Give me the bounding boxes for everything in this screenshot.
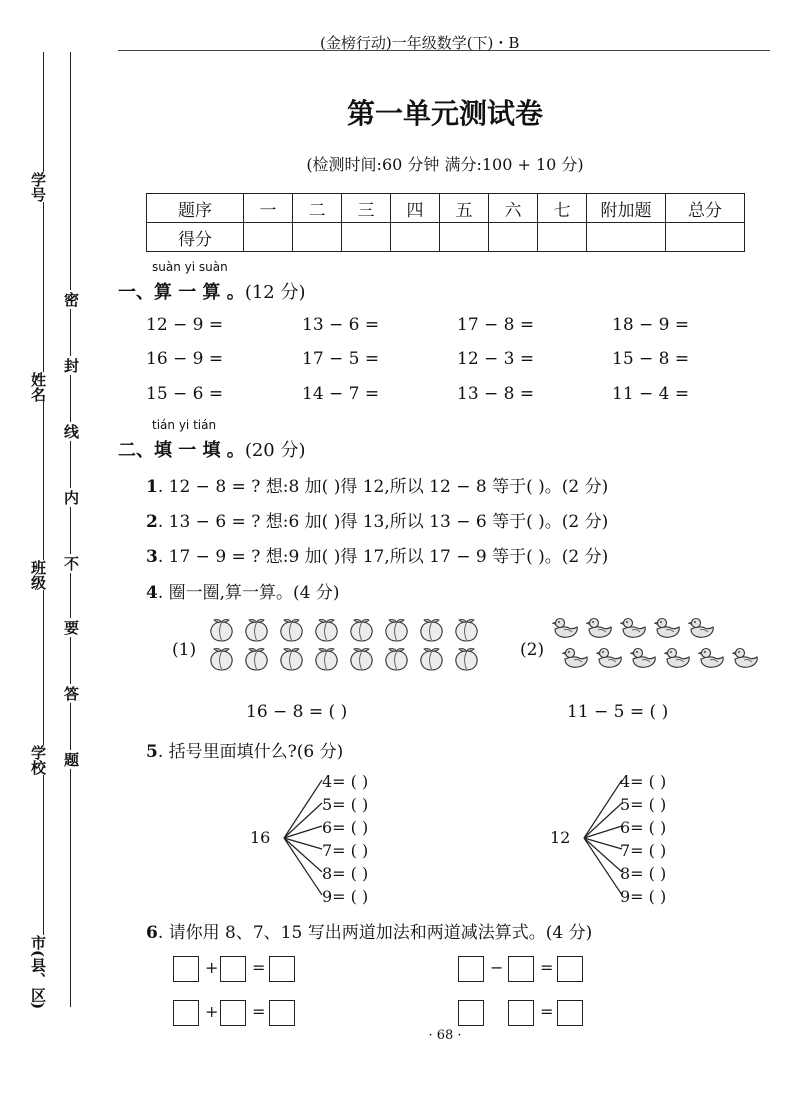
equation: 12 − 3 = [457,349,535,369]
peach-icon [383,618,410,643]
peach-icon [208,647,235,672]
seal-char: 要 [62,620,80,635]
section2-pinyin: tián yi tián [152,418,217,432]
score-cell[interactable] [342,223,391,252]
section1-pinyin: suàn yi suàn [152,260,228,274]
equals-sign: = [540,1002,554,1021]
field-label-class: 班级 [29,560,47,590]
minus-sign: − [490,958,504,977]
score-cell[interactable] [538,223,587,252]
peach-group [208,618,480,672]
answer-box[interactable] [508,1000,534,1026]
seal-char: 不 [62,556,80,571]
q5-right-branch: 4= ( ) [620,772,667,791]
score-table-header-cell: 五 [440,194,489,223]
score-table-header-cell: 总分 [666,194,745,223]
seal-char: 内 [62,490,80,505]
equation: 11 − 4 = [612,384,690,404]
q4-part1-label: (1) [172,640,197,660]
q5-left-branch: 7= ( ) [322,841,369,860]
field-label-school: 学校 [29,745,47,775]
equation: 14 − 7 = [302,384,380,404]
peach-icon [418,618,445,643]
page-number: · 68 · [428,1028,462,1043]
score-table [146,193,745,252]
peach-icon [313,618,340,643]
question-text: . 圈一圈,算一算。(4 分) [157,583,340,603]
equation: 18 − 9 = [612,315,690,335]
q5-right-branch: 6= ( ) [620,818,667,837]
peach-icon [278,647,305,672]
question-3 [146,542,608,567]
section1-heading [118,278,305,304]
peach-icon [313,647,340,672]
peach-icon [208,618,235,643]
seal-char: 密 [62,292,80,307]
seal-char: 线 [62,424,80,439]
score-cell[interactable] [293,223,342,252]
score-table-header-cell: 二 [293,194,342,223]
q5-left-branch: 9= ( ) [322,887,369,906]
q5-left-root: 16 [250,828,271,847]
score-table-header-cell: 附加题 [587,194,666,223]
question-number: 4 [146,583,158,603]
q5-right-branch: 8= ( ) [620,864,667,883]
question-1 [146,472,608,497]
score-cell[interactable] [489,223,538,252]
score-table-header-cell: 题序 [147,194,244,223]
score-table-header-cell: 七 [538,194,587,223]
plus-sign: + [205,958,219,977]
score-cell[interactable] [391,223,440,252]
peach-icon [243,647,270,672]
score-table-header-cell: 四 [391,194,440,223]
duck-icon [654,616,682,640]
peach-icon [243,618,270,643]
question-text: . 13 − 6 = ? 想:6 加( )得 13,所以 13 − 6 等于( )。(2 分) [157,512,609,532]
question-text: . 12 − 8 = ? 想:8 加( )得 12,所以 12 − 8 等于( )。(2 分) [157,477,609,497]
question-text: . 17 − 9 = ? 想:9 加( )得 17,所以 17 − 9 等于( )。(2 分) [157,547,609,567]
q4-equation-1: 16 − 8 = ( ) [246,702,348,722]
score-table-header-cell: 一 [244,194,293,223]
equals-sign: = [540,958,554,977]
question-number: 3 [146,547,158,567]
seal-char: 答 [62,686,80,701]
answer-box[interactable] [220,956,246,982]
field-label-district: 市(县、区) [29,935,47,1010]
equation: 15 − 6 = [146,384,224,404]
peach-icon [418,647,445,672]
score-cell[interactable] [244,223,293,252]
seal-char: 题 [62,752,80,767]
q4-equation-2: 11 − 5 = ( ) [567,702,669,722]
equation: 17 − 5 = [302,349,380,369]
page-title: 第一单元测试卷 [346,97,543,130]
section2-points: (20 分) [244,440,306,461]
equals-sign: = [252,958,266,977]
score-table-row-label: 得分 [147,223,244,252]
question-text: . 括号里面填什么?(6 分) [157,742,344,762]
q4-part2-label: (2) [520,640,545,660]
header-rule [118,50,770,51]
duck-icon [688,616,716,640]
binding-line-right [70,52,71,1007]
section2-title: 二、填 一 填 。 [118,440,245,461]
q5-right-root: 12 [550,828,571,847]
question-number: 2 [146,512,158,532]
equation: 15 − 8 = [612,349,690,369]
plus-sign: + [205,1002,219,1021]
duck-icon [698,646,726,670]
equation: 13 − 8 = [457,384,535,404]
equation: 13 − 6 = [302,315,380,335]
score-cell[interactable] [440,223,489,252]
running-header: (金榜行动)一年级数学(下)・B [320,34,520,52]
answer-box[interactable] [458,1000,484,1026]
duck-icon [620,616,648,640]
equation: 17 − 8 = [457,315,535,335]
duck-icon [664,646,692,670]
q5-left-branch: 6= ( ) [322,818,369,837]
score-cell[interactable] [587,223,666,252]
peach-icon [383,647,410,672]
peach-icon [348,618,375,643]
section1-title: 一、算 一 算 。 [118,282,245,303]
duck-icon [552,616,580,640]
question-number: 1 [146,477,158,497]
equals-sign: = [252,1002,266,1021]
q5-right-branch: 7= ( ) [620,841,667,860]
peach-icon [348,647,375,672]
duck-icon [732,646,760,670]
seal-char: 封 [62,358,80,373]
answer-box[interactable] [220,1000,246,1026]
section1-points: (12 分) [244,282,306,303]
duck-icon [596,646,624,670]
answer-box[interactable] [458,956,484,982]
exam-info: (检测时间:60 分钟 满分:100 + 10 分) [306,155,584,174]
answer-box[interactable] [173,1000,199,1026]
answer-box[interactable] [508,956,534,982]
section2-heading [118,436,305,462]
answer-box[interactable] [269,1000,295,1026]
q5-left-branch: 4= ( ) [322,772,369,791]
score-table-header-cell: 三 [342,194,391,223]
question-2 [146,507,608,532]
duck-icon [562,646,590,670]
duck-icon [630,646,658,670]
score-cell[interactable] [666,223,745,252]
equation: 16 − 9 = [146,349,224,369]
answer-box[interactable] [173,956,199,982]
answer-box[interactable] [269,956,295,982]
question-number: 5 [146,742,158,762]
q5-left-branch: 8= ( ) [322,864,369,883]
answer-box[interactable] [557,956,583,982]
q5-right-branch: 9= ( ) [620,887,667,906]
duck-group [552,616,760,670]
peach-icon [453,618,480,643]
answer-box[interactable] [557,1000,583,1026]
equation: 12 − 9 = [146,315,224,335]
q5-left-branch: 5= ( ) [322,795,369,814]
question-text: . 请你用 8、7、15 写出两道加法和两道减法算式。(4 分) [157,923,593,943]
question-number: 6 [146,923,158,943]
field-label-name: 姓名 [29,372,47,402]
score-table-header-cell: 六 [489,194,538,223]
field-label-student-id: 学号 [29,172,47,202]
q5-right-branch: 5= ( ) [620,795,667,814]
peach-icon [278,618,305,643]
duck-icon [586,616,614,640]
question-6 [146,918,592,943]
peach-icon [453,647,480,672]
question-4 [146,578,340,603]
question-5 [146,737,343,762]
